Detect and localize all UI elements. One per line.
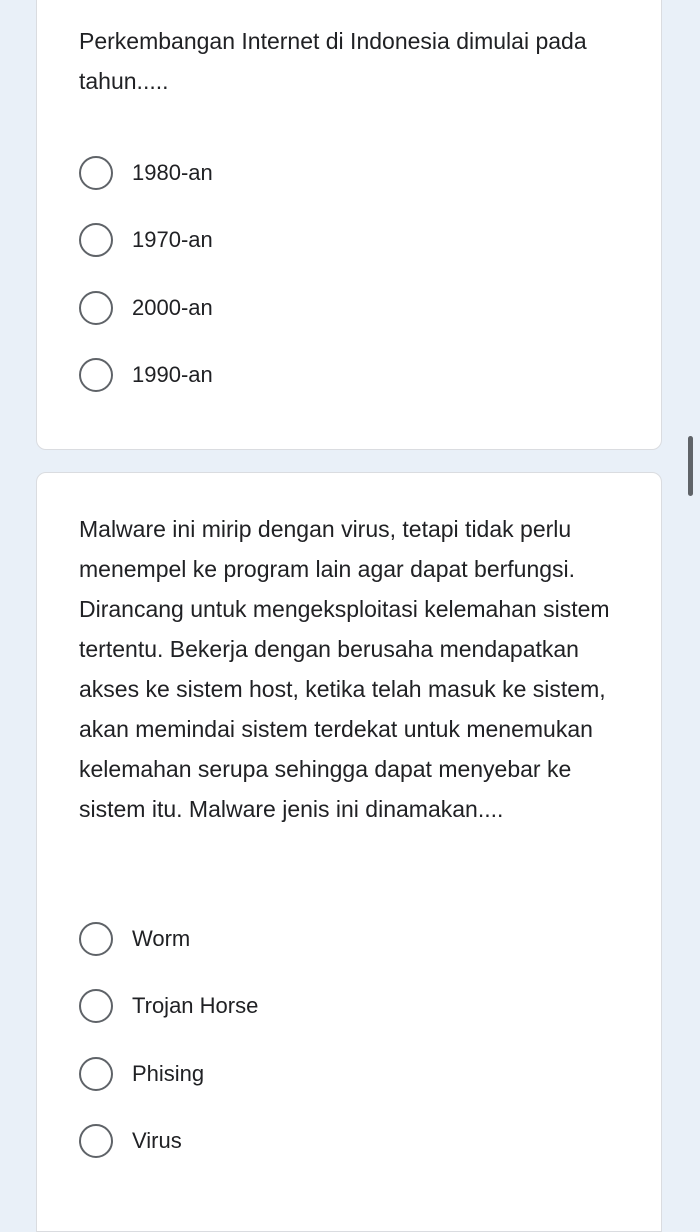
- option-phising[interactable]: [79, 1054, 204, 1094]
- radio-unchecked-icon[interactable]: [79, 291, 113, 325]
- option-label: Virus: [132, 1128, 182, 1153]
- question-text: Malware ini mirip dengan virus, tetapi tidak perlu menempel ke program lain agar dapat berfungsi. Dirancang untuk mengeksploitasi kelemahan sistem tertentu. Bekerja dengan berusaha mendapatkan akses ke sistem host, ketika telah masuk ke sistem, akan memindai sistem terdekat untuk menemukan kelemahan serupa sehingga dapat menyebar ke sistem itu. Malware jenis ini dinamakan....: [79, 516, 610, 822]
- radio-unchecked-icon[interactable]: [79, 922, 113, 956]
- radio-unchecked-icon[interactable]: [79, 358, 113, 392]
- radio-unchecked-icon[interactable]: [79, 223, 113, 257]
- option-worm[interactable]: [79, 919, 190, 959]
- radio-unchecked-icon[interactable]: [79, 1124, 113, 1158]
- radio-unchecked-icon[interactable]: [79, 989, 113, 1023]
- option-label: 1990-an: [132, 362, 213, 387]
- option-label: 1980-an: [132, 160, 213, 185]
- option-label: Phising: [132, 1061, 205, 1086]
- option-2000-an[interactable]: [79, 288, 213, 328]
- radio-unchecked-icon[interactable]: [79, 156, 113, 190]
- option-label: Trojan Horse: [132, 993, 259, 1018]
- option-1970-an[interactable]: [79, 220, 213, 260]
- radio-unchecked-icon[interactable]: [79, 1057, 113, 1091]
- question-card-2: [36, 472, 662, 1232]
- question-text: Perkembangan Internet di Indonesia dimulai pada tahun.....: [79, 28, 587, 94]
- option-trojan-horse[interactable]: [79, 986, 258, 1026]
- option-label: 1970-an: [132, 227, 213, 252]
- option-1990-an[interactable]: [79, 355, 213, 395]
- option-1980-an[interactable]: [79, 153, 213, 193]
- option-label: 2000-an: [132, 295, 213, 320]
- option-label: Worm: [132, 926, 191, 951]
- scrollbar-thumb[interactable]: [688, 436, 693, 496]
- option-virus[interactable]: [79, 1121, 182, 1161]
- question-card-1: [36, 0, 662, 450]
